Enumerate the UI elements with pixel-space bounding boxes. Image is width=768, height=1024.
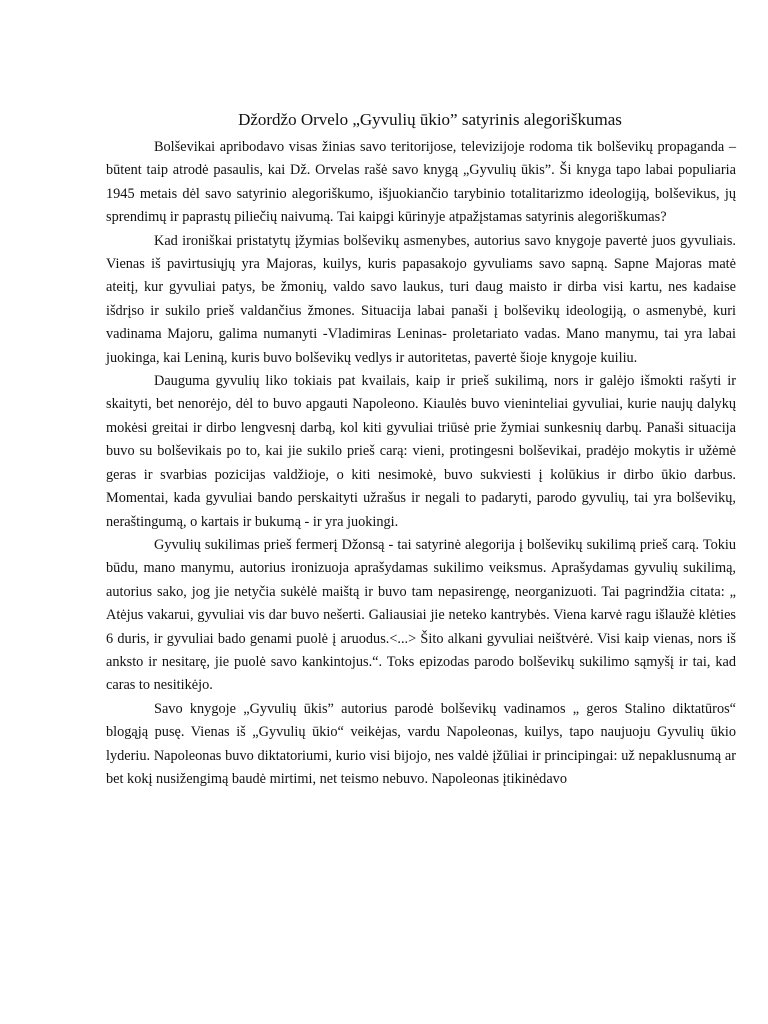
document-title: Džordžo Orvelo „Gyvulių ūkio” satyrinis alegoriškumas (238, 110, 622, 129)
paragraph-3: Dauguma gyvulių liko tokiais pat kvailais, kaip ir prieš sukilimą, nors ir galėjo išmokti rašyti ir skaityti, bet nenorėjo, dėl to buvo apgauti Napoleono. Kiaulės buvo vieninteliai gyvuliai, kurie naujų dalykų mokėsi greitai ir dirbo lengvesnį darbą, kol kiti gyvuliai triūsė prie žymiai sunkesnių darbų. Panaši situacija buvo su bolševikais po to, kai jie sukilo prieš carą: vieni, protingesni bolševikai, pradėjo mokytis ir užėmė geras ir svarbias pozicijas valdžioje, o kiti nesimokė, buvo sukviesti į kolūkius ir dirbo ūkio darbus. Momentai, kada gyvuliai bando perskaityti užrašus ir negali to padaryti, parodo gyvulių, tai yra bolševikų, neraštingumą, o kartais ir bukumą - ir yra juokingi. (106, 373, 736, 530)
paragraph-2: Kad ironiškai pristatytų įžymias bolševikų asmenybes, autorius savo knygoje pavertė juos gyvuliais. Vienas iš pavirtusiųjų yra Majoras, kuilys, kuris papasakojo gyvuliams savo sapną. Sapne Majoras matė ateitį, kur gyvuliai patys, be žmonių, valdo savo laukus, turi daug maisto ir dirba visi kartu, nes kadaise išdrįso ir sukilo prieš valdančius žmones. Situacija labai panaši į bolševikų ideologiją, o asmenybė, kuri vadinama Majoru, galima numanyti -Vladimiras Leninas- proletariato vadas. Mano manymu, tai yra labai juokinga, kai Leniną, kuris buvo bolševikų vedlys ir autoritetas, pavertė šioje knygoje kuiliu. (106, 232, 736, 366)
paragraph-1: Bolševikai apribodavo visas žinias savo teritorijose, televizijoje rodoma tik bolševikų propaganda – būtent taip atrodė pasaulis, kai Dž. Orvelas rašė savo knygą „Gyvulių ūkis”. Ši knyga tapo labai populiaria 1945 metais dėl savo satyrinio alegoriškumo, išjuokiančio tarybinio totalitarizmo ideologiją, bolševikus, jų sprendimų ir paprastų piliečių naivumą. Tai kaipgi kūrinyje atpažįstamas satyrinis alegoriškumas? (106, 139, 736, 226)
paragraph-4: Gyvulių sukilimas prieš fermerį Džonsą - tai satyrinė alegorija į bolševikų sukilimą prieš carą. Tokiu būdu, mano manymu, autorius ironizuoja aprašydamas sukilimo veiksmus. Aprašydamas gyvulių sukilimą, autorius sako, jog jie netyčia sukėlė maištą ir buvo tam nepasirengę, neorganizuoti. Tai pagrindžia citata: „ Atėjus vakarui, gyvuliai vis dar buvo nešerti. Galiausiai jie neteko kantrybės. Viena karvė ragu išlaužė klėties 6 duris, ir gyvuliai bado genami puolė į aruodus.<...> Šito alkani gyvuliai neištvėrė. Visi kaip vienas, nors iš anksto ir nesitarę, jie puolė savo kankintojus.“. Toks epizodas parodo bolševikų sukilimo sąmyšį ir tai, kad caras to nesitikėjo. (106, 536, 736, 694)
paragraph-5: Savo knygoje „Gyvulių ūkis” autorius parodė bolševikų vadinamos „ geros Stalino diktatūros“ blogąją pusę. Vienas iš „Gyvulių ūkio“ veikėjas, vardu Napoleonas, kuilys, tapo naujuoju Gyvulių ūkio lyderiu. Napoleonas buvo diktatoriumi, kurio visi bijojo, nes valdė įžūliai ir principingai: už nepaklusnumą ar bet kokį nusižengimą baudė mirtimi, net teismo nebuvo. Napoleonas įtikinėdavo (106, 700, 736, 787)
